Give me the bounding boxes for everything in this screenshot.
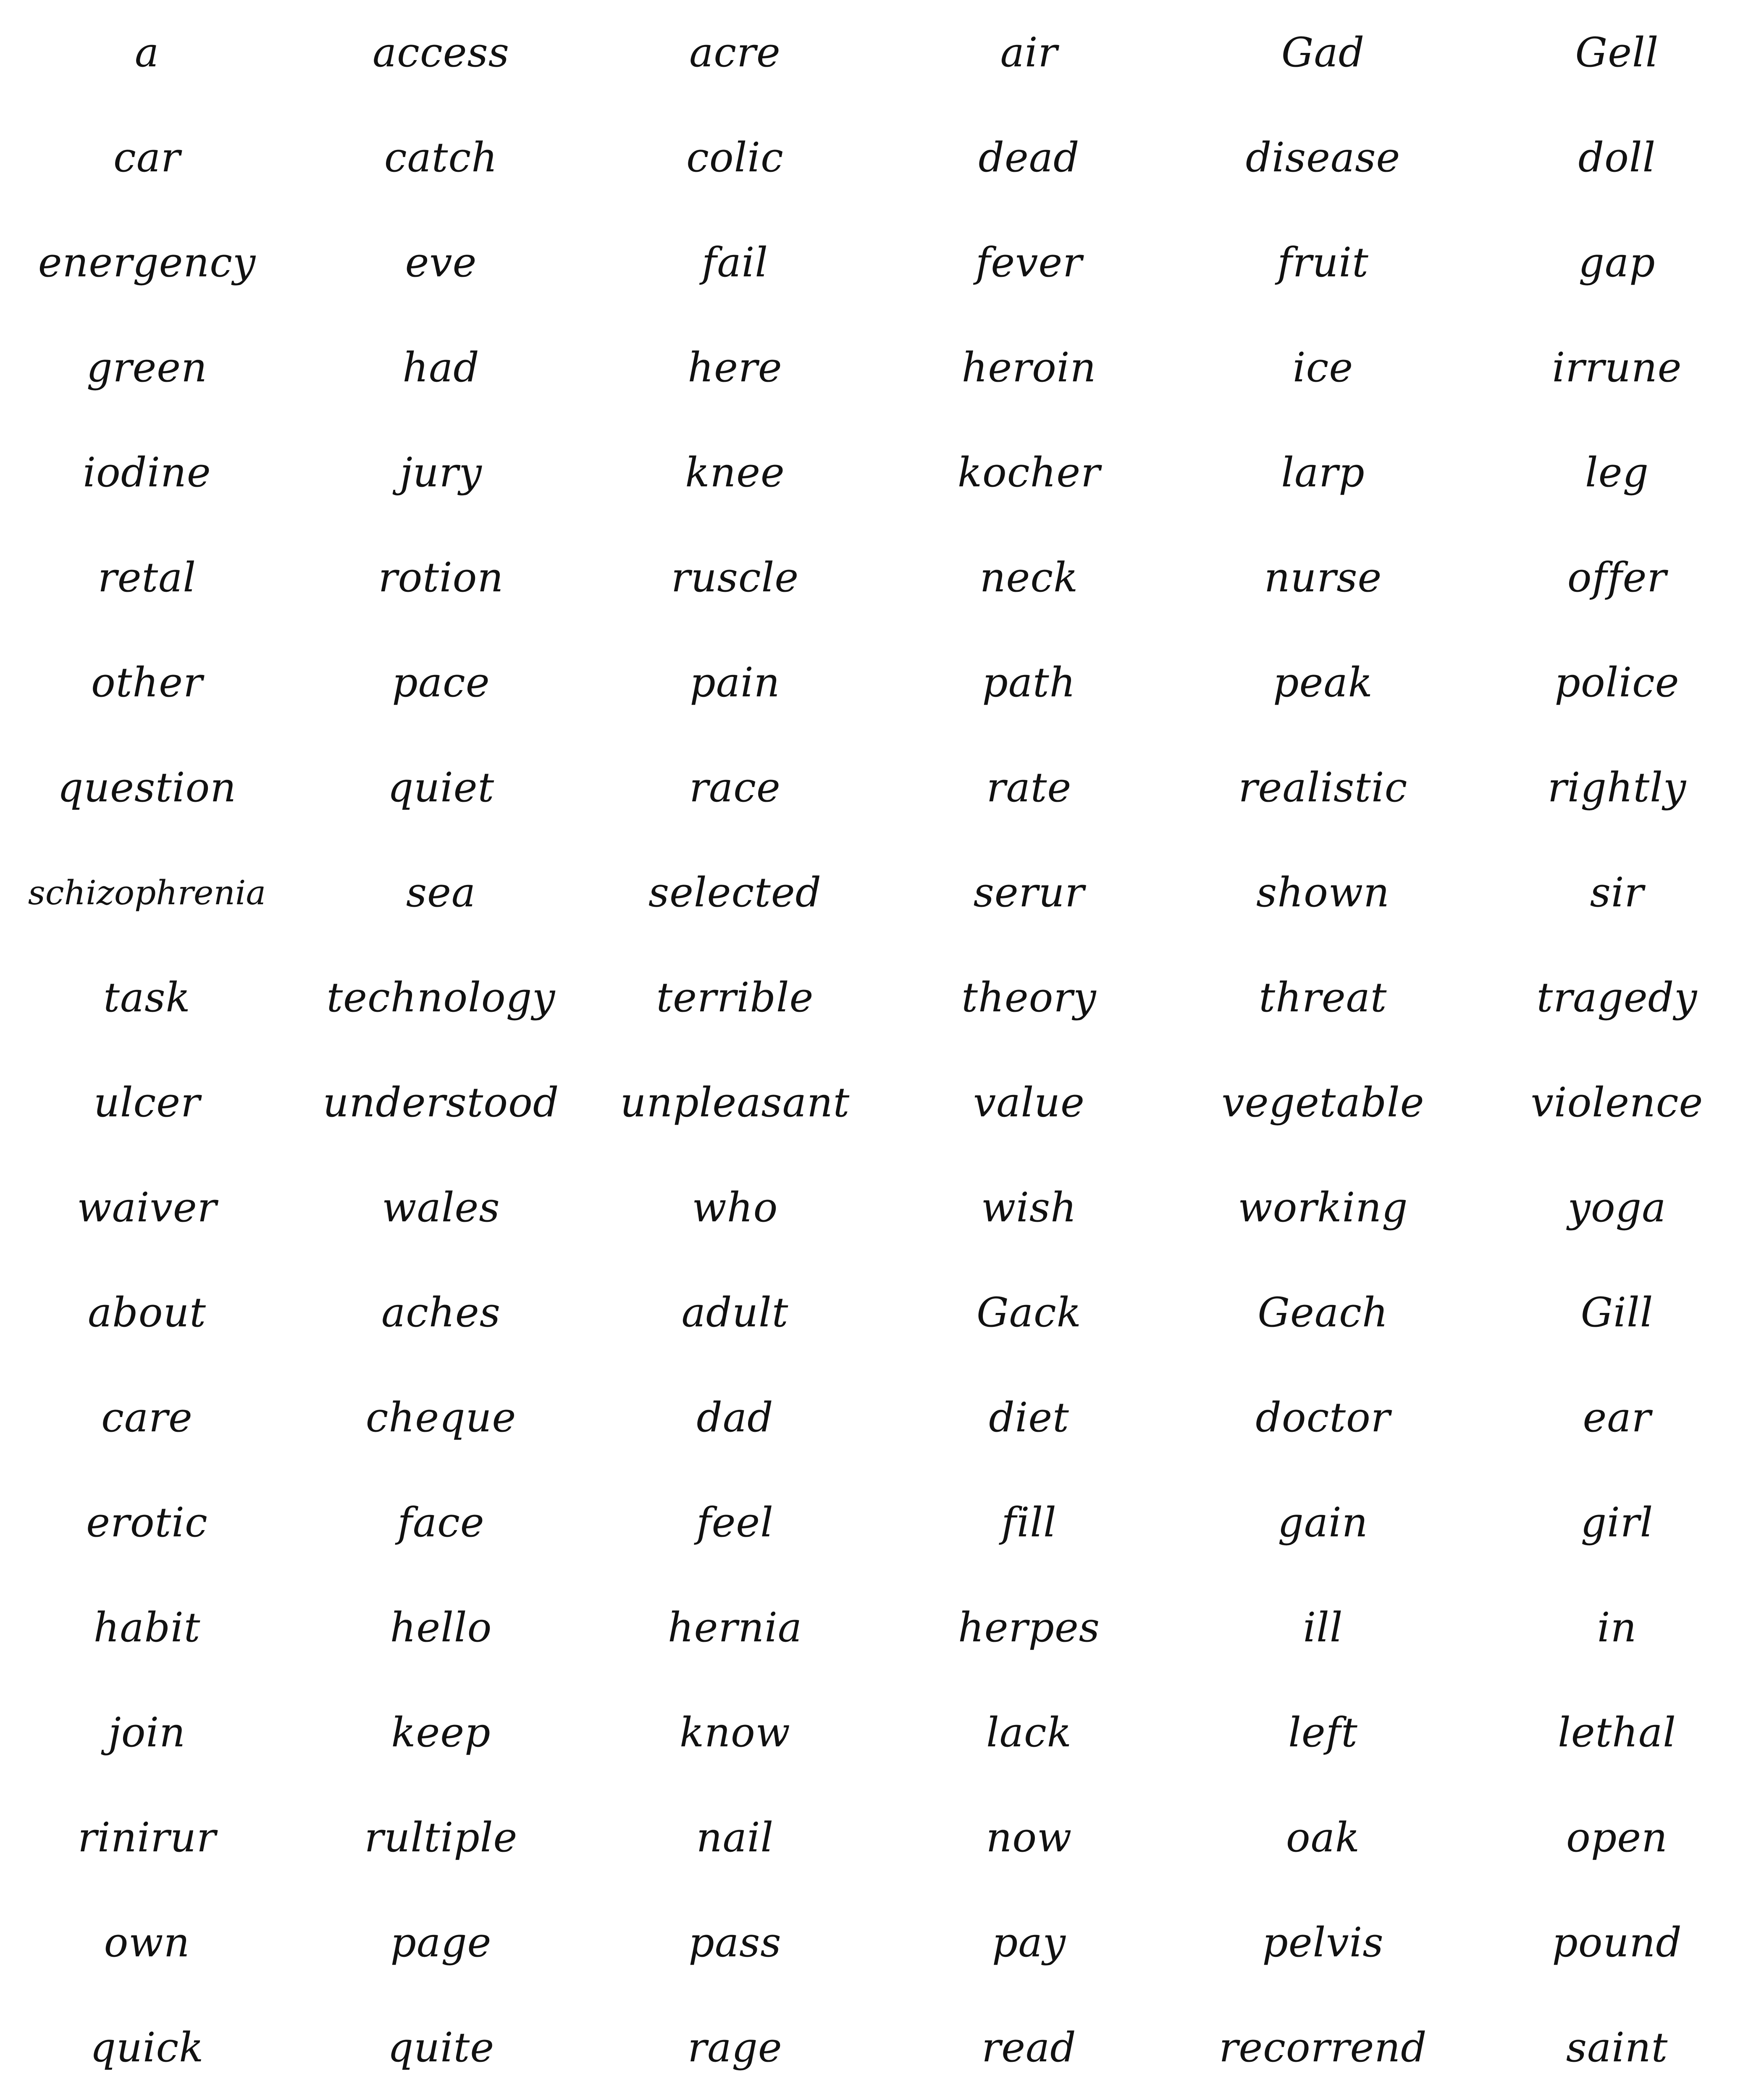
- word-row: [0, 1785, 1764, 1890]
- word-row: [0, 1575, 1764, 1680]
- handwritten-word: retal: [97, 554, 197, 601]
- handwritten-word: doll: [1578, 134, 1656, 181]
- handwritten-word: question: [57, 764, 237, 811]
- handwritten-word: technology: [326, 974, 556, 1021]
- handwritten-word: tragedy: [1536, 974, 1698, 1021]
- handwritten-word: rightly: [1547, 764, 1687, 811]
- handwritten-word: selected: [648, 869, 822, 916]
- word-row: [0, 105, 1764, 210]
- handwritten-word: value: [973, 1079, 1085, 1126]
- handwritten-word: offer: [1567, 554, 1667, 601]
- handwritten-word: page: [390, 1919, 492, 1966]
- word-row: [0, 945, 1764, 1050]
- word-row: [0, 630, 1764, 735]
- handwritten-word: fill: [1001, 1499, 1057, 1546]
- handwritten-word: care: [101, 1394, 193, 1441]
- word-row: [0, 0, 1764, 105]
- handwritten-word: eve: [405, 239, 477, 286]
- handwritten-word: pain: [690, 659, 780, 706]
- handwritten-word: larp: [1281, 449, 1365, 496]
- handwritten-word: habit: [93, 1604, 201, 1651]
- handwritten-word: rage: [688, 2024, 782, 2071]
- handwritten-word: Geach: [1257, 1289, 1389, 1336]
- handwritten-word: adult: [681, 1289, 789, 1336]
- handwritten-word: schizophrenia: [28, 873, 266, 912]
- handwritten-word: doctor: [1255, 1394, 1391, 1441]
- handwritten-word: left: [1288, 1709, 1358, 1756]
- handwritten-word: quick: [90, 2024, 204, 2071]
- word-row: [0, 1155, 1764, 1260]
- handwritten-word: threat: [1259, 974, 1387, 1021]
- handwritten-word: join: [108, 1709, 186, 1756]
- handwritten-word: ice: [1292, 344, 1354, 391]
- handwritten-word: who: [692, 1184, 778, 1231]
- word-row: [0, 840, 1764, 945]
- handwritten-word: had: [402, 344, 480, 391]
- word-row: [0, 210, 1764, 315]
- handwritten-word: lack: [986, 1709, 1072, 1756]
- handwritten-word: cheque: [365, 1394, 517, 1441]
- handwritten-word: kocher: [957, 449, 1101, 496]
- handwritten-word: path: [982, 659, 1076, 706]
- handwritten-word: race: [689, 764, 781, 811]
- handwritten-word: recorrend: [1219, 2024, 1427, 2071]
- word-row: [0, 1890, 1764, 1995]
- handwritten-word: rate: [986, 764, 1072, 811]
- handwritten-word: read: [982, 2024, 1076, 2071]
- handwritten-word: yoga: [1567, 1184, 1667, 1231]
- handwritten-word: other: [91, 659, 203, 706]
- handwritten-word: understood: [323, 1079, 559, 1126]
- handwritten-word: Gack: [976, 1289, 1082, 1336]
- handwritten-word: Gad: [1281, 29, 1365, 76]
- handwritten-word: girl: [1580, 1499, 1654, 1546]
- handwritten-word: green: [87, 344, 207, 391]
- word-row: [0, 735, 1764, 840]
- handwritten-word: leg: [1585, 449, 1649, 496]
- handwritten-word: dad: [696, 1394, 774, 1441]
- handwritten-word: keep: [391, 1709, 491, 1756]
- handwritten-word: know: [680, 1709, 790, 1756]
- handwritten-word: pelvis: [1262, 1919, 1384, 1966]
- word-row: [0, 1995, 1764, 2100]
- handwritten-word: oak: [1286, 1814, 1360, 1861]
- word-row: [0, 1365, 1764, 1470]
- handwritten-word: here: [688, 344, 782, 391]
- handwritten-word: realistic: [1238, 764, 1408, 811]
- handwritten-word: unpleasant: [620, 1079, 850, 1126]
- handwritten-word: sir: [1590, 869, 1644, 916]
- handwritten-word: nail: [696, 1814, 774, 1861]
- handwritten-word: about: [88, 1289, 206, 1336]
- handwritten-word: dead: [978, 134, 1080, 181]
- handwritten-word: knee: [685, 449, 785, 496]
- handwritten-word: pace: [392, 659, 490, 706]
- handwritten-word: face: [397, 1499, 485, 1546]
- handwritten-word: pass: [688, 1919, 782, 1966]
- handwritten-word: waiver: [77, 1184, 217, 1231]
- handwritten-word: irrune: [1552, 344, 1682, 391]
- handwritten-word: acre: [689, 29, 781, 76]
- word-row: [0, 1260, 1764, 1365]
- handwritten-word: fail: [701, 239, 769, 286]
- handwritten-word: gap: [1578, 239, 1656, 286]
- word-row: [0, 525, 1764, 630]
- handwritten-word: saint: [1566, 2024, 1668, 2071]
- handwritten-word: hello: [390, 1604, 492, 1651]
- handwritten-word: ill: [1303, 1604, 1343, 1651]
- handwritten-word: Gill: [1580, 1289, 1654, 1336]
- handwritten-word: neck: [979, 554, 1079, 601]
- handwritten-word: air: [1000, 29, 1058, 76]
- handwritten-word: pound: [1552, 1919, 1682, 1966]
- handwritten-word: peak: [1273, 659, 1373, 706]
- handwritten-word: rultiple: [364, 1814, 518, 1861]
- handwritten-word: ear: [1583, 1394, 1651, 1441]
- handwritten-word: diet: [989, 1394, 1069, 1441]
- handwritten-word: rotion: [378, 554, 504, 601]
- word-row: [0, 420, 1764, 525]
- handwritten-word: violence: [1530, 1079, 1704, 1126]
- handwritten-word: erotic: [86, 1499, 208, 1546]
- handwritten-word: shown: [1256, 869, 1390, 916]
- handwritten-word: iodine: [83, 449, 211, 496]
- handwritten-word: vegetable: [1221, 1079, 1425, 1126]
- handwritten-word: police: [1554, 659, 1680, 706]
- handwritten-word: fever: [975, 239, 1083, 286]
- handwritten-word: ulcer: [94, 1079, 200, 1126]
- handwritten-word: terrible: [656, 974, 814, 1021]
- handwritten-word: aches: [381, 1289, 501, 1336]
- handwritten-word: hernia: [667, 1604, 803, 1651]
- handwritten-word: access: [372, 29, 510, 76]
- handwritten-word: pay: [992, 1919, 1066, 1966]
- handwritten-word: working: [1238, 1184, 1408, 1231]
- handwritten-word: colic: [686, 134, 784, 181]
- handwritten-word: car: [113, 134, 181, 181]
- handwritten-word: own: [104, 1919, 190, 1966]
- handwritten-word: energency: [38, 239, 256, 286]
- word-row: [0, 315, 1764, 420]
- handwritten-word: now: [986, 1814, 1072, 1861]
- handwritten-word: quiet: [387, 764, 495, 811]
- handwritten-word: lethal: [1558, 1709, 1676, 1756]
- handwritten-word: quite: [387, 2024, 495, 2071]
- handwritten-word: Gell: [1575, 29, 1659, 76]
- handwritten-word: catch: [384, 134, 498, 181]
- handwritten-word: feel: [696, 1499, 774, 1546]
- word-row: [0, 1680, 1764, 1785]
- handwritten-word: gain: [1278, 1499, 1368, 1546]
- handwritten-word: serur: [973, 869, 1085, 916]
- handwritten-word: ruscle: [671, 554, 799, 601]
- handwritten-word: disease: [1245, 134, 1401, 181]
- word-row: [0, 1050, 1764, 1155]
- handwritten-word: theory: [961, 974, 1097, 1021]
- handwritten-word: sea: [406, 869, 476, 916]
- handwritten-word: fruit: [1277, 239, 1369, 286]
- handwritten-word: in: [1597, 1604, 1637, 1651]
- handwritten-word: jury: [400, 449, 482, 496]
- handwritten-word: nurse: [1264, 554, 1382, 601]
- handwritten-word: herpes: [958, 1604, 1100, 1651]
- word-row: [0, 1470, 1764, 1575]
- handwritten-word: rinirur: [78, 1814, 216, 1861]
- handwritten-word: a: [134, 29, 160, 76]
- handwritten-word: wales: [382, 1184, 500, 1231]
- handwritten-word: wish: [981, 1184, 1077, 1231]
- handwritten-word: task: [103, 974, 191, 1021]
- handwritten-word: open: [1566, 1814, 1668, 1861]
- handwritten-word: heroin: [961, 344, 1097, 391]
